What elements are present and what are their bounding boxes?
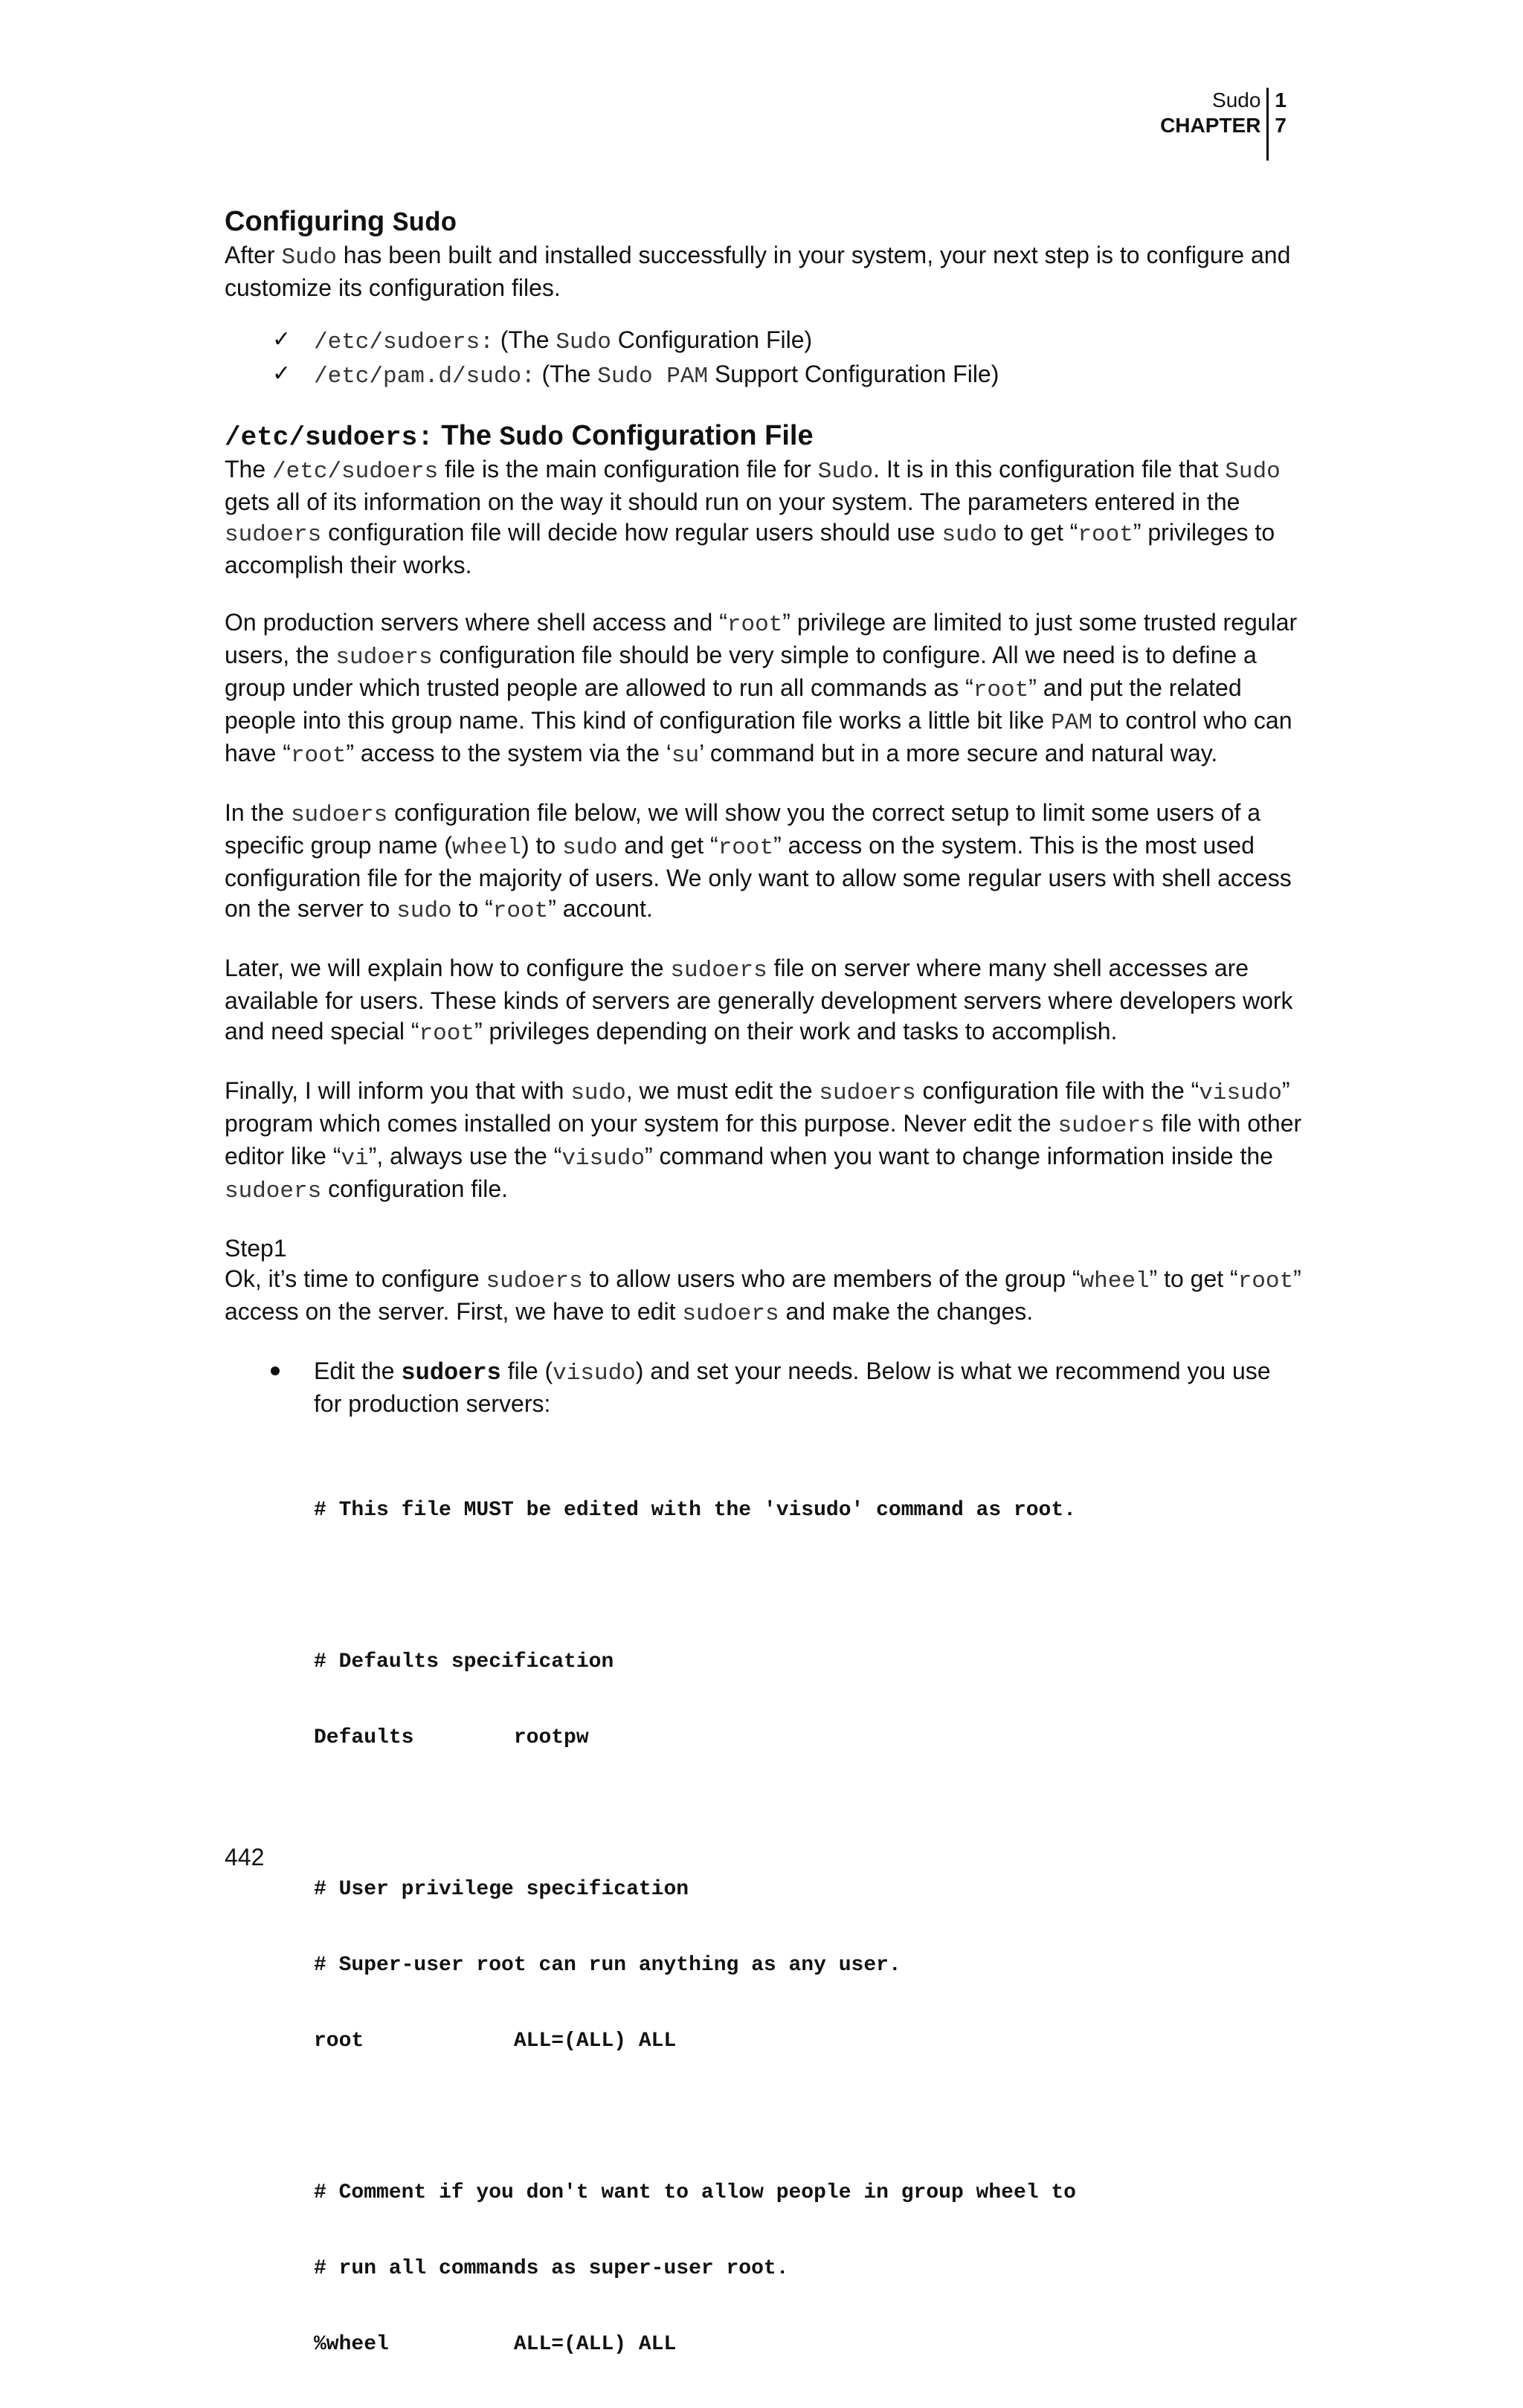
subsection-title-sudoers: /etc/sudoers: The Sudo Configuration File (225, 420, 814, 453)
code-line: %wheel ALL=(ALL) ALL (314, 2333, 677, 2356)
running-header (1160, 88, 1287, 161)
intro-paragraph: After Sudo has been built and installed successfully in your system, your next step is to configure and customize its configuration files. (225, 242, 1291, 301)
code-line: # Defaults specification (314, 1650, 614, 1673)
paragraph-development-servers: Later, we will explain how to configure the sudoers file on server where many shell accesses are available for users. These kinds of servers are generally development servers where developers work and need special “root” privileges depending on their work and tasks to accomplish. (225, 955, 1293, 1047)
code-block-sudoers (314, 1447, 1303, 2408)
code-line: Defaults rootpw (314, 1726, 589, 1749)
paragraph-visudo: Finally, I will inform you that with sudo, we must edit the sudoers configuration file with the “visudo” program which comes installed on your system for this purpose. Never edit the sudoers file with other editor like “vi”, always use the “visudo” command when you want to change information inside the sudoers configuration file. (225, 1077, 1302, 1204)
step-label: Step1 (225, 1235, 287, 1262)
list-item: ✓ /etc/sudoers: (The Sudo Configuration File) (272, 324, 1303, 358)
config-files-list (225, 324, 1303, 393)
running-header-chapter: CHAPTER (1160, 114, 1261, 137)
checkmark-icon: ✓ (272, 361, 292, 386)
running-header-chapter-number (1269, 88, 1287, 161)
list-item: ✓ /etc/pam.d/sudo: (The Sudo PAM Support Configuration File) (272, 358, 1303, 393)
chapter-digit-1: 1 (1275, 88, 1287, 112)
section-title-code: Sudo (392, 208, 457, 239)
section-title-configuring-sudo (225, 205, 1303, 240)
code-line: root ALL=(ALL) ALL (314, 2030, 677, 2053)
page-number: 442 (225, 1844, 265, 1870)
code-line: # run all commands as super-user root. (314, 2257, 789, 2280)
paragraph-step1: Ok, it’s time to configure sudoers to allow users who are members of the group “wheel” to get “root” access on the server. First, we have to edit sudoers and make the changes. (225, 1265, 1301, 1327)
code-line: # This file MUST be edited with the 'visudo' command as root. (314, 1499, 1076, 1522)
bullet-edit-sudoers (225, 1356, 1303, 2408)
paragraph-production-servers: On production servers where shell access and “root” privilege are limited to just some trusted regular users, the sudoers configuration file should be very simple to configure. All we need is to define a group under which trusted people are allowed to run all commands as “root” and put the related people into this group name. This kind of configuration file works a little bit like PAM to control who can have “root” access to the system via the ‘su’ command but in a more secure and natural way. (225, 609, 1298, 769)
main-content (225, 205, 1303, 2408)
paragraph-sudoers-intro: The /etc/sudoers file is the main configuration file for Sudo. It is in this configuration file that Sudo gets all of its information on the way it should run on your system. The parameters entered in the sudoers configuration file will decide how regular users should use sudo to get “root” privileges to accomplish their works. (225, 456, 1281, 578)
bullet-icon (271, 1366, 280, 1375)
paragraph-wheel-setup: In the sudoers configuration file below, we will show you the correct setup to limit some users of a specific group name (wheel) to sudo and get “root” access on the system. This is the most used configuration file for the majority of users. We only want to allow some regular users with shell access on the server to sudo to “root” account. (225, 799, 1292, 924)
code-line: # User privilege specification (314, 1878, 689, 1901)
code-line: # Comment if you don't want to allow people in group wheel to (314, 2181, 1076, 2204)
checkmark-icon: ✓ (272, 327, 292, 352)
bullet-text: Edit the sudoers file (visudo) and set your needs. Below is what we recommend you use for production servers: (314, 1358, 1271, 1417)
chapter-digit-2: 7 (1275, 114, 1287, 137)
running-header-labels (1160, 88, 1269, 161)
code-line: # Super-user root can run anything as any user. (314, 1954, 901, 1977)
running-header-section: Sudo (1212, 88, 1261, 112)
section-title-text: Configuring (225, 206, 393, 237)
